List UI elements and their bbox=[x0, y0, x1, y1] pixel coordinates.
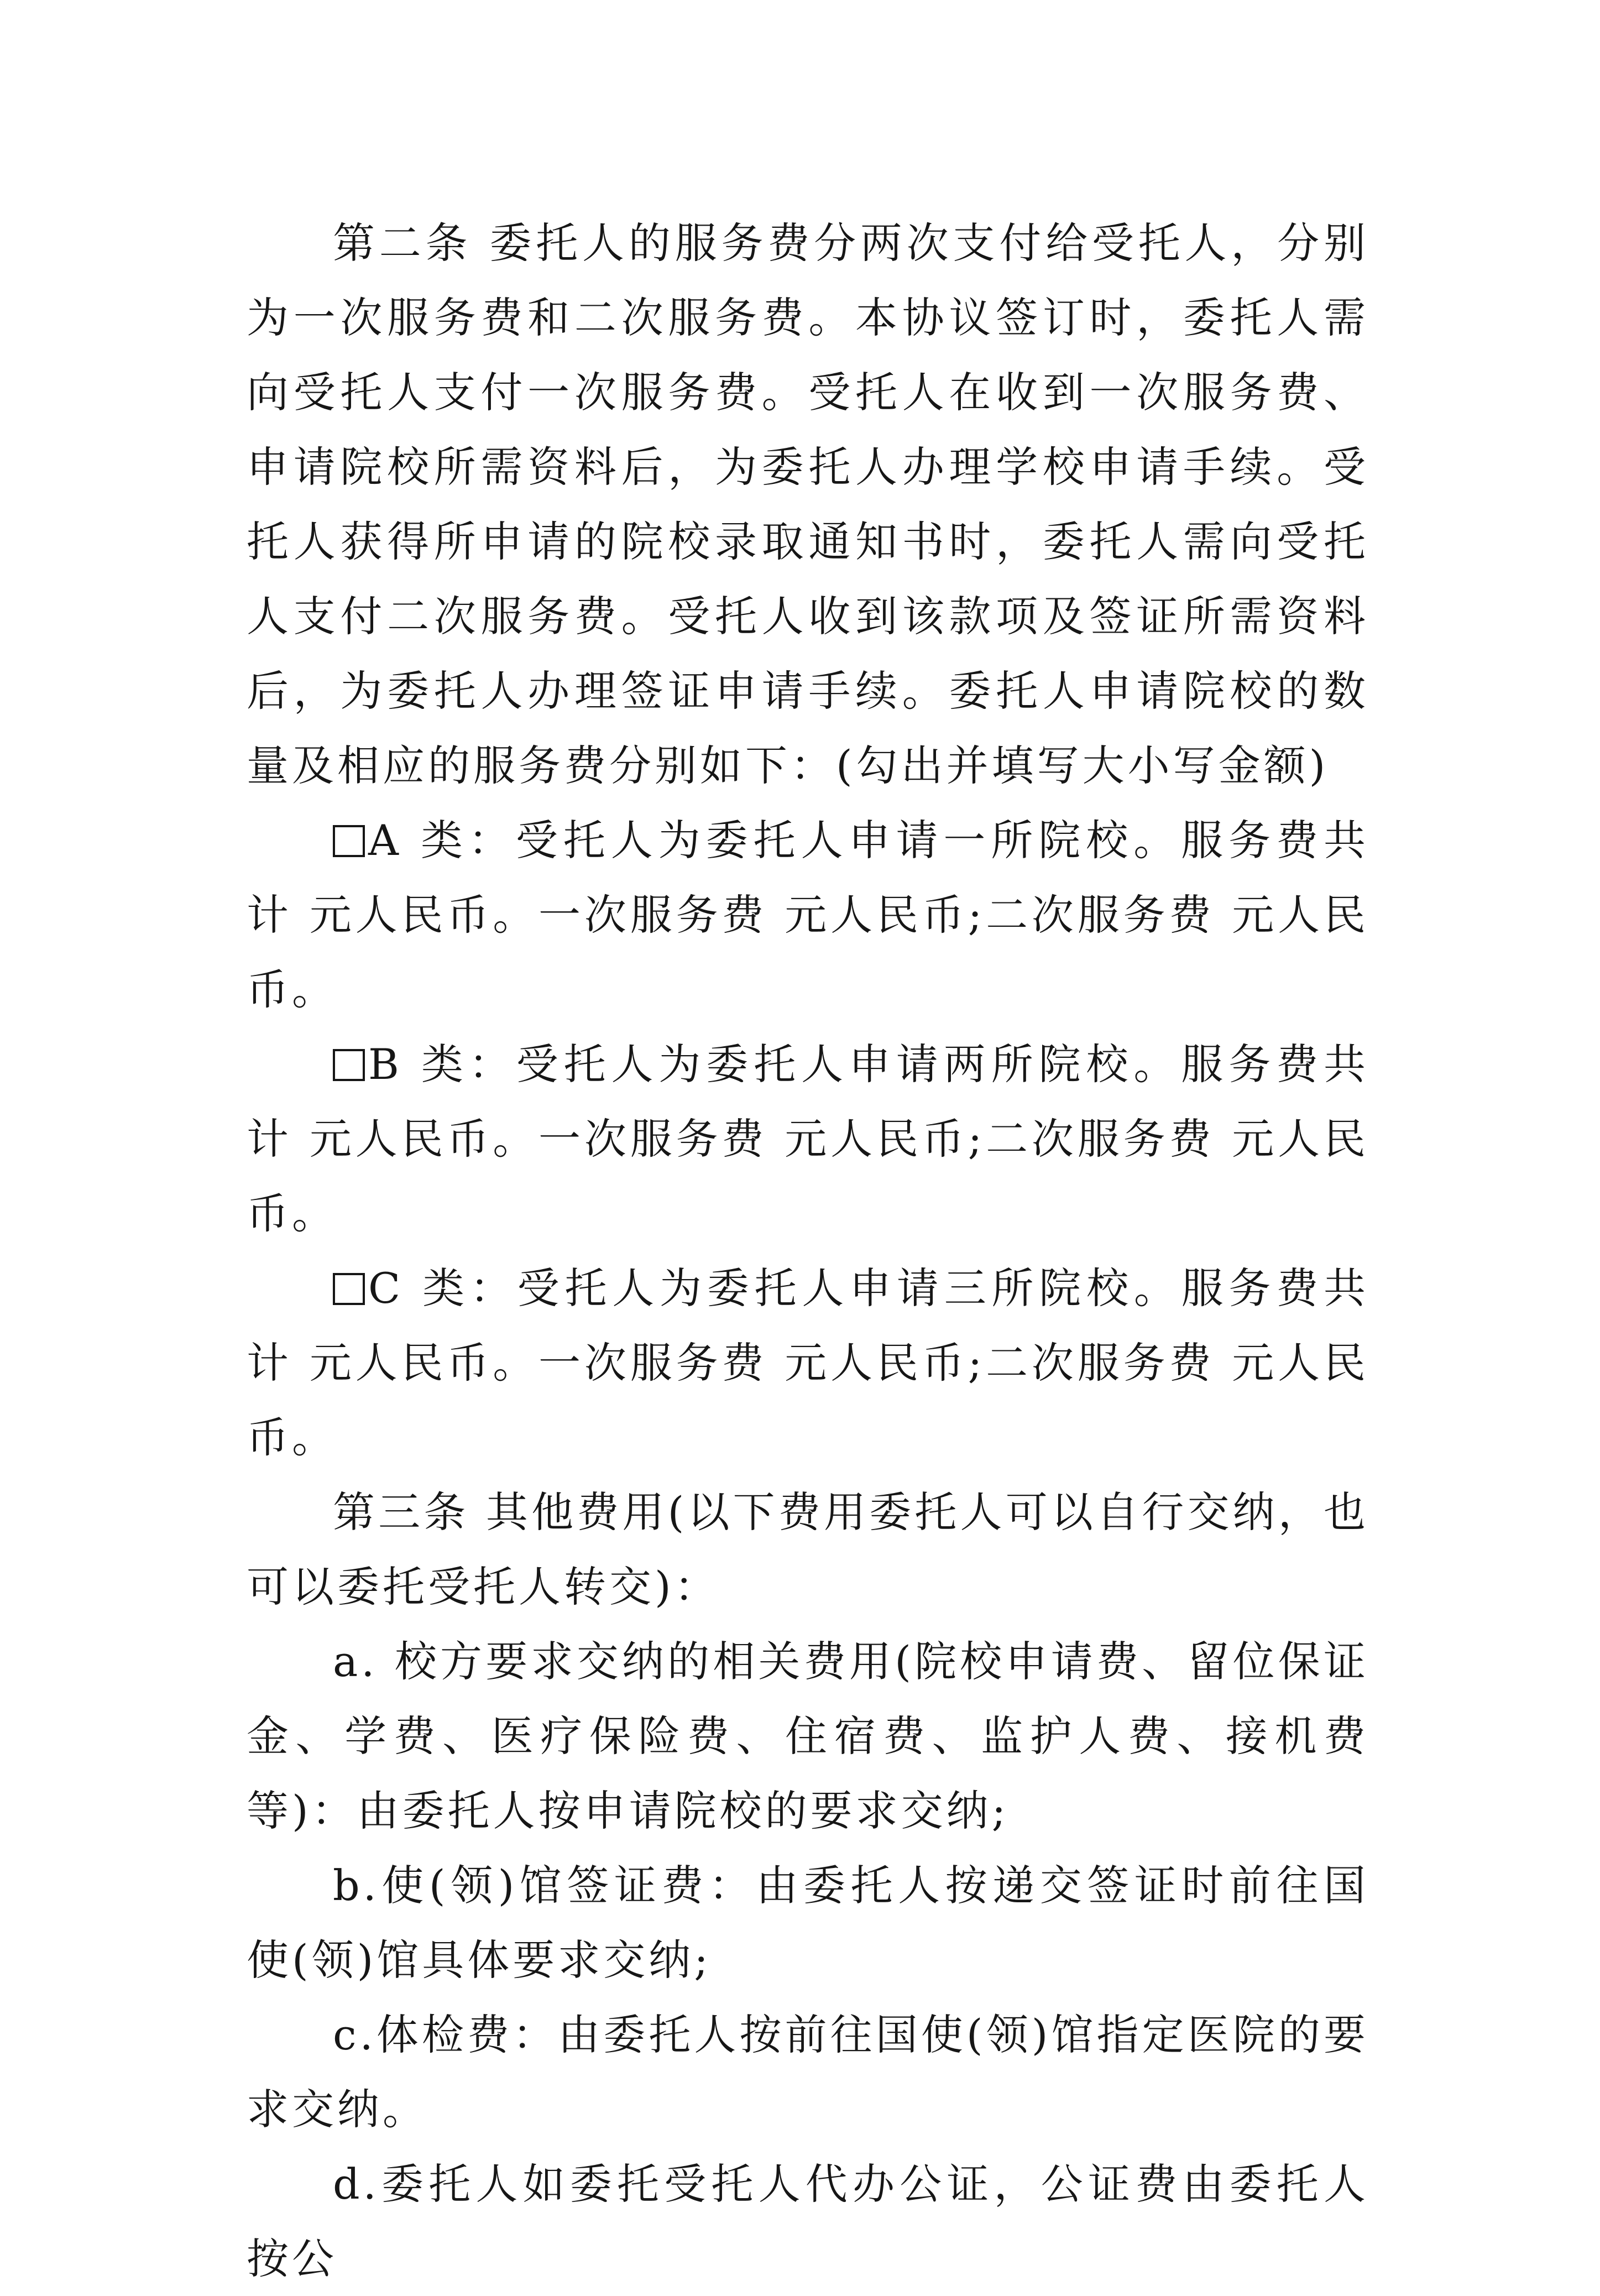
article-3-paragraph: 第三条 其他费用(以下费用委托人可以自行交纳，也可以委托受托人转交)： bbox=[247, 1488, 1369, 1611]
option-a-paragraph bbox=[247, 803, 1369, 1027]
item-d-paragraph: d.委托人如委托受托人代办公证，公证费由委托人按公 bbox=[247, 2159, 1369, 2283]
option-a-text: A 类：受托人为委托人申请一所院校。服务费共计 元人民币。一次服务费 元人民币;二次服务费 元人民币。 bbox=[247, 816, 1369, 1014]
item-b-paragraph: b.使(领)馆签证费：由委托人按递交签证时前往国使(领)馆具体要求交纳; bbox=[247, 1861, 1369, 1985]
option-b-text: B 类：受托人为委托人申请两所院校。服务费共计 元人民币。一次服务费 元人民币;二次服务费 元人民币。 bbox=[247, 1040, 1369, 1238]
option-c-paragraph bbox=[247, 1251, 1369, 1475]
option-b-checkbox[interactable] bbox=[333, 1049, 365, 1081]
item-c-paragraph: c.体检费：由委托人按前往国使(领)馆指定医院的要求交纳。 bbox=[247, 2010, 1369, 2134]
option-c-checkbox[interactable] bbox=[333, 1273, 365, 1305]
article-2-paragraph: 第二条 委托人的服务费分两次支付给受托人，分别为一次服务费和二次服务费。本协议签订时，委托人需向受托人支付一次服务费。受托人在收到一次服务费、申请院校所需资料后，为委托人办理学校申请手续。受托人获得所申请的院校录取通知书时，委托人需向受托人支付二次服务费。受托人收到该款项及签证所需资料后，为委托人办理签证申请手续。委托人申请院校的数量及相应的服务费分别如下：(勾出并填写大小写金额) bbox=[247, 218, 1369, 790]
document-body bbox=[247, 206, 1369, 2296]
option-a-checkbox[interactable] bbox=[333, 825, 365, 857]
item-a-paragraph: a. 校方要求交纳的相关费用(院校申请费、留位保证金、学费、医疗保险费、住宿费、监护人费、接机费等)：由委托人按申请院校的要求交纳; bbox=[247, 1637, 1369, 1835]
option-c-text: C 类：受托人为委托人申请三所院校。服务费共计 元人民币。一次服务费 元人民币;二次服务费 元人民币。 bbox=[247, 1264, 1369, 1462]
option-b-paragraph bbox=[247, 1027, 1369, 1251]
